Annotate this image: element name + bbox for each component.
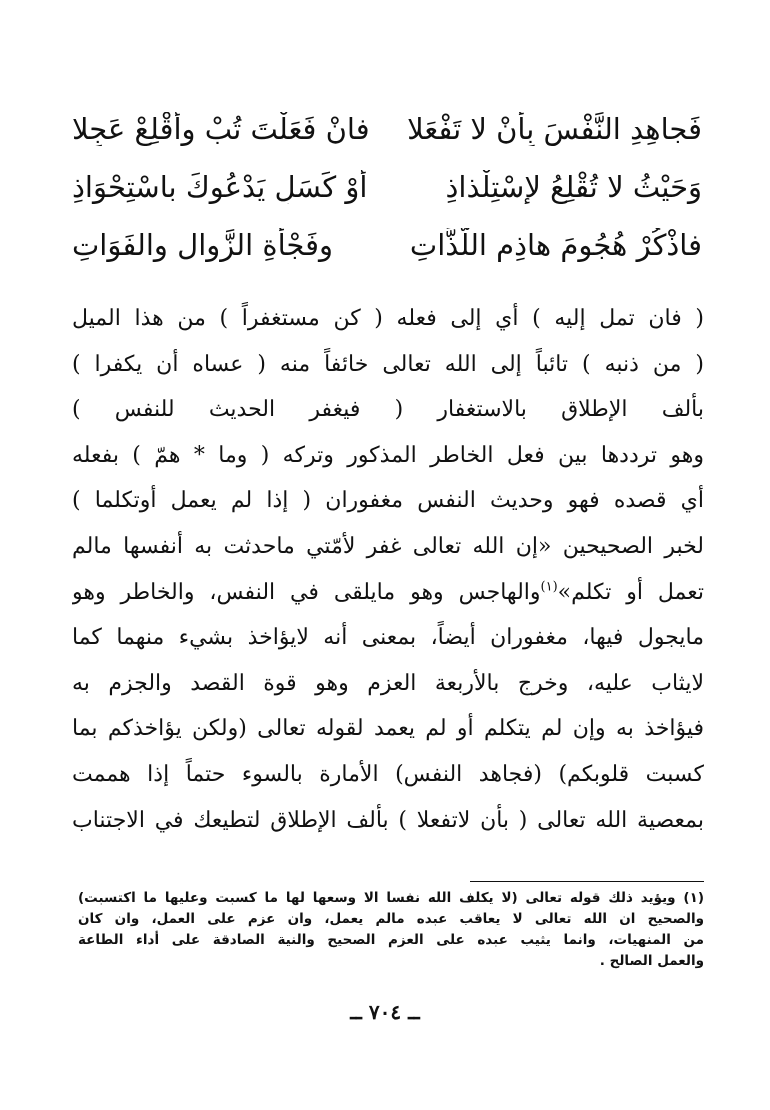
- footnote-line: (١) ويؤيد ذلك قوله تعالى (لا يكلف الله نفسا الا وسعها لها ما كسبت وعليها ما اكتسبت): [78, 890, 704, 906]
- commentary-text: [72, 296, 704, 843]
- commentary-line: لخبر الصحيحين «إن الله تعالى غفر لأمّتي ماحدثت به أنفسها مالم: [72, 533, 704, 559]
- commentary-line: أي قصده فهو وحديث النفس مغفوران ( إذا لم يعمل أوتكلما ): [72, 488, 704, 514]
- commentary-line: ( فان تمل إليه ) أي إلى فعله ( كن مستغفراً ) من هذا الميل: [72, 306, 704, 331]
- verse-line-3: [72, 216, 702, 274]
- commentary-line: فيؤاخذ به وإن لم يتكلم أو لم يعمد لقوله تعالى (ولكن يؤاخذكم بما: [72, 716, 704, 742]
- commentary-line-with-footnote-ref: [72, 570, 704, 616]
- page-number: ــ ٧٠٤ ــ: [350, 1000, 420, 1024]
- verse-2-second-hemistich: أَوْ كَسَلٍ يَدْعُوكَ باسْتِحْوَاذِ: [72, 170, 368, 204]
- commentary-line: بألف الإطلاق بالاستغفار ( فيغفر الحديث للنفس ): [72, 397, 704, 423]
- verse-block: [72, 100, 702, 274]
- footnote-reference: (١): [540, 579, 558, 595]
- verse-line-1: [72, 100, 702, 158]
- verse-line-2: [72, 158, 702, 216]
- verse-2-first-hemistich: وَحَيْثُ لا تُقْلِعُ لإِسْتِلْذاذِ: [445, 170, 702, 204]
- commentary-line-rest: والهاجس وهو مايلقى في النفس، والخاطر وهو: [72, 579, 541, 605]
- verse-3-first-hemistich: فاذْكُرْ هُجُومَ هاذِمِ اللَّذَّاتِ: [409, 228, 702, 262]
- commentary-line: بمعصية الله تعالى ( بأن لاتفعلا ) بألف الإطلاق لتطيعك في الاجتناب: [72, 807, 704, 833]
- verse-3-second-hemistich: وفَجْأَةِ الزَّوالِ والفَوَاتِ: [72, 228, 333, 262]
- commentary-line: لايثاب عليه، وخرج بالأربعة العزم وهو قوة القصد والجزم به: [72, 670, 704, 696]
- verse-1-first-hemistich: فَجاهِدِ النَّفْسَ بِأَنْ لا تَفْعَلا: [407, 112, 702, 146]
- commentary-line: ( من ذنبه ) تائباً إلى الله تعالى خائفاً منه ( عساه أن يكفرا ): [72, 351, 704, 377]
- footnote-line: من المنهيات، وانما يثيب عبده على العزم الصحيح والنية الصادقة على أداء الطاعة: [78, 932, 704, 948]
- footnote-separator: [470, 881, 704, 882]
- commentary-line: وهو ترددها بين فعل الخاطر المذكور وتركه ( وما * همّ ) بفعله: [72, 442, 704, 468]
- commentary-line: كسبت قلوبكم) (فجاهد النفس) الأمارة بالسوء حتماً إذا هممت: [72, 761, 704, 787]
- commentary-line-lead: تعمل أو تكلم»: [557, 579, 704, 605]
- footnote: [78, 888, 704, 972]
- verse-1-second-hemistich: فانْ فَعَلْتَ تُبْ وأَقْلِعْ عَجِلا: [72, 112, 370, 146]
- footnote-line: والعمل الصالح .: [599, 953, 704, 969]
- commentary-line: مايجول فيها، مغفوران أيضاً، بمعنى أنه لايؤاخذ بشيء منهما كما: [72, 625, 704, 651]
- footnote-line: والصحيح ان الله تعالى لا يعاقب عبده مالم يعمل، وان عزم على العمل، وان كان: [78, 911, 704, 927]
